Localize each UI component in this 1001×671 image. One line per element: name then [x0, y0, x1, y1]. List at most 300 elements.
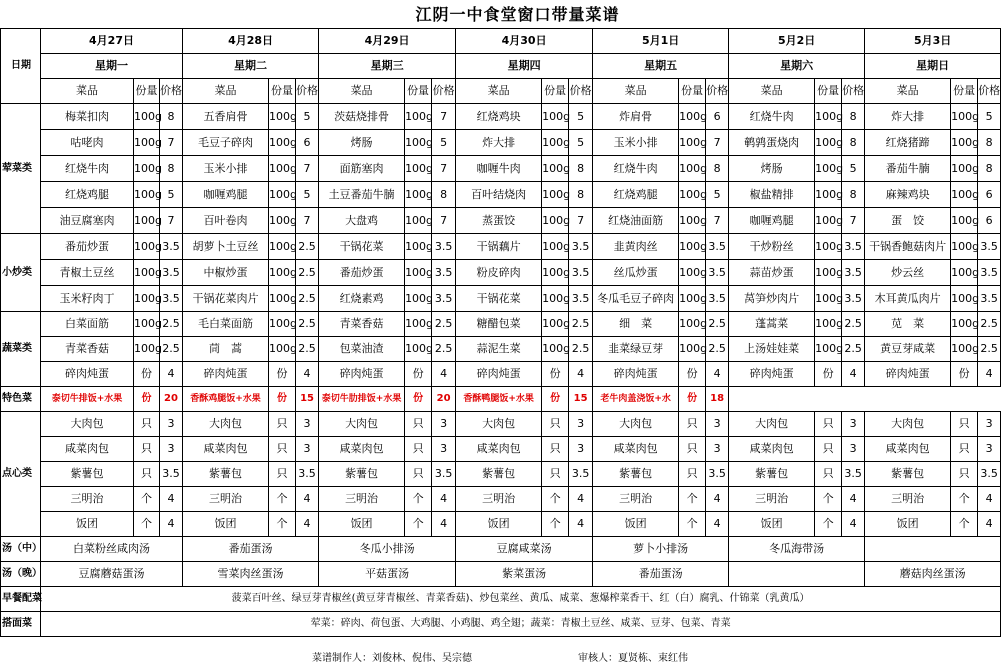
dish-portion: 只	[134, 412, 160, 437]
portion-header: 份量	[815, 79, 842, 104]
dish-price: 3	[842, 412, 865, 437]
special-portion: 份	[679, 387, 706, 412]
dish-price: 4	[978, 512, 1001, 537]
dish-price: 2.5	[569, 312, 593, 337]
table-row	[1, 487, 1001, 512]
dish-name: 鹌鹑蛋烧肉	[729, 130, 815, 156]
day-date: 4月28日	[183, 29, 319, 54]
category-soup_mid: 汤（中）	[1, 537, 41, 562]
table-row	[1, 562, 1001, 587]
dish-price: 3.5	[706, 286, 729, 312]
dish-name: 冬瓜毛豆子碎肉	[593, 286, 679, 312]
dish-portion: 100g	[679, 286, 706, 312]
special-empty	[865, 387, 951, 412]
dish-price: 6	[978, 182, 1001, 208]
dish-price: 4	[978, 362, 1001, 387]
dish-price: 8	[978, 156, 1001, 182]
dish-price: 7	[842, 208, 865, 234]
dish-name: 饭团	[593, 512, 679, 537]
dish-portion: 100g	[269, 182, 296, 208]
dish-price: 5	[569, 104, 593, 130]
dish-name: 碎肉炖蛋	[41, 362, 134, 387]
dish-price: 3.5	[842, 234, 865, 260]
dish-portion: 只	[951, 462, 978, 487]
dish-name: 炒云丝	[865, 260, 951, 286]
dish-portion: 100g	[679, 182, 706, 208]
dish-name: 蒜泥生菜	[456, 337, 542, 362]
dish-name: 百叶结烧肉	[456, 182, 542, 208]
dish-price: 5	[296, 182, 319, 208]
dish-header: 菜品	[865, 79, 951, 104]
dish-portion: 只	[134, 462, 160, 487]
dish-price: 8	[978, 130, 1001, 156]
table-row	[1, 54, 1001, 79]
soup-item: 白菜粉丝咸肉汤	[41, 537, 183, 562]
portion-header: 份量	[951, 79, 978, 104]
dish-price: 3.5	[978, 286, 1001, 312]
category-veg: 蔬菜类	[1, 312, 41, 387]
dish-price: 7	[160, 130, 183, 156]
dish-price: 2.5	[432, 312, 456, 337]
dish-portion: 100g	[134, 182, 160, 208]
dish-portion: 100g	[815, 130, 842, 156]
menu-table	[0, 28, 1001, 637]
table-row	[1, 587, 1001, 612]
dish-price: 3.5	[842, 286, 865, 312]
dish-portion: 100g	[951, 312, 978, 337]
date-label: 日期	[1, 29, 41, 104]
dish-name: 红烧素鸡	[319, 286, 405, 312]
dish-portion: 100g	[815, 104, 842, 130]
dish-price: 2.5	[296, 234, 319, 260]
dish-portion: 只	[679, 412, 706, 437]
dish-price: 5	[978, 104, 1001, 130]
dish-price: 3	[706, 437, 729, 462]
table-row	[1, 537, 1001, 562]
dish-name: 咸菜肉包	[41, 437, 134, 462]
dish-name: 韭菜绿豆芽	[593, 337, 679, 362]
dish-portion: 只	[542, 412, 569, 437]
dish-name: 大肉包	[456, 412, 542, 437]
dish-portion: 只	[679, 437, 706, 462]
dish-price: 4	[569, 512, 593, 537]
dish-name: 饭团	[865, 512, 951, 537]
dish-portion: 只	[951, 437, 978, 462]
dish-portion: 100g	[951, 208, 978, 234]
dish-portion: 100g	[134, 337, 160, 362]
dish-portion: 份	[679, 362, 706, 387]
dish-name: 紫薯包	[593, 462, 679, 487]
dish-name: 三明治	[319, 487, 405, 512]
dish-price: 3	[978, 412, 1001, 437]
category-special: 特色菜	[1, 387, 41, 412]
dish-header: 菜品	[41, 79, 134, 104]
table-row	[1, 412, 1001, 437]
soup-item: 萝卜小排汤	[593, 537, 729, 562]
dish-portion: 100g	[134, 286, 160, 312]
dish-price: 4	[706, 487, 729, 512]
day-weekday: 星期四	[456, 54, 593, 79]
dish-price: 3	[432, 412, 456, 437]
dish-name: 青菜香菇	[319, 312, 405, 337]
dish-name: 大肉包	[319, 412, 405, 437]
dish-portion: 只	[815, 437, 842, 462]
dish-price: 8	[432, 182, 456, 208]
dish-name: 饭团	[319, 512, 405, 537]
dish-name: 五香肩骨	[183, 104, 269, 130]
dish-portion: 只	[269, 462, 296, 487]
dish-name: 毛白菜面筋	[183, 312, 269, 337]
dish-price: 3.5	[706, 234, 729, 260]
dish-portion: 个	[405, 512, 432, 537]
special-price: 15	[296, 387, 319, 412]
dish-portion: 100g	[815, 260, 842, 286]
dish-portion: 个	[134, 512, 160, 537]
dish-price: 3	[432, 437, 456, 462]
page-title: 江阴一中食堂窗口带量菜谱	[415, 5, 620, 24]
dish-price: 5	[432, 130, 456, 156]
dish-portion: 份	[134, 362, 160, 387]
dish-name: 玉米籽肉丁	[41, 286, 134, 312]
soup-item: 紫菜蛋汤	[456, 562, 593, 587]
dish-name: 胡萝卜土豆丝	[183, 234, 269, 260]
dish-name: 梅菜扣肉	[41, 104, 134, 130]
day-date: 4月30日	[456, 29, 593, 54]
day-weekday: 星期三	[319, 54, 456, 79]
special-portion: 份	[542, 387, 569, 412]
dish-name: 咸菜肉包	[593, 437, 679, 462]
dish-portion: 个	[269, 487, 296, 512]
dish-portion: 个	[134, 487, 160, 512]
portion-header: 份量	[134, 79, 160, 104]
portion-header: 份量	[679, 79, 706, 104]
special-empty	[729, 387, 815, 412]
dish-price: 4	[432, 362, 456, 387]
dish-name: 炸肩骨	[593, 104, 679, 130]
dish-price: 2.5	[296, 260, 319, 286]
dish-price: 3.5	[160, 286, 183, 312]
dish-portion: 只	[815, 462, 842, 487]
dish-portion: 100g	[542, 260, 569, 286]
dish-name: 红烧猪蹄	[865, 130, 951, 156]
dish-name: 黄豆芽咸菜	[865, 337, 951, 362]
dish-name: 包菜油渣	[319, 337, 405, 362]
soup-item: 冬瓜小排汤	[319, 537, 456, 562]
day-date: 5月2日	[729, 29, 865, 54]
dish-portion: 100g	[542, 208, 569, 234]
dish-name: 番茄炒蛋	[319, 260, 405, 286]
dish-name: 红烧牛肉	[729, 104, 815, 130]
dish-portion: 100g	[269, 156, 296, 182]
dish-price: 2.5	[978, 312, 1001, 337]
dish-name: 椒盐精排	[729, 182, 815, 208]
dish-name: 番茄牛腩	[865, 156, 951, 182]
dish-price: 5	[160, 182, 183, 208]
dish-price: 6	[296, 130, 319, 156]
dish-name: 干锅花菜肉片	[183, 286, 269, 312]
table-row	[1, 387, 1001, 412]
dish-price: 7	[160, 208, 183, 234]
dish-price: 4	[160, 362, 183, 387]
table-row	[1, 362, 1001, 387]
dish-price: 4	[842, 512, 865, 537]
dish-portion: 100g	[815, 337, 842, 362]
category-noodle: 搭面菜	[1, 612, 41, 637]
dish-price: 3	[978, 437, 1001, 462]
soup-item: 豆腐咸菜汤	[456, 537, 593, 562]
dish-price: 2.5	[842, 337, 865, 362]
dish-portion: 100g	[134, 130, 160, 156]
dish-name: 韭黄肉丝	[593, 234, 679, 260]
dish-name: 苋 菜	[865, 312, 951, 337]
dish-portion: 个	[542, 512, 569, 537]
table-row	[1, 337, 1001, 362]
dish-name: 木耳黄瓜肉片	[865, 286, 951, 312]
dish-name: 三明治	[456, 487, 542, 512]
dish-price: 4	[842, 362, 865, 387]
dish-name: 蛋 饺	[865, 208, 951, 234]
dish-portion: 100g	[542, 182, 569, 208]
dish-name: 三明治	[41, 487, 134, 512]
dish-price: 3.5	[569, 462, 593, 487]
category-soup_eve: 汤（晚）	[1, 562, 41, 587]
dish-portion: 只	[951, 412, 978, 437]
dish-portion: 100g	[269, 104, 296, 130]
soup-item: 雪菜肉丝蛋汤	[183, 562, 319, 587]
dish-price: 2.5	[296, 337, 319, 362]
soup-item: 平菇蛋汤	[319, 562, 456, 587]
dish-price: 8	[842, 130, 865, 156]
dish-header: 菜品	[593, 79, 679, 104]
dish-name: 粉皮碎肉	[456, 260, 542, 286]
dish-price: 3.5	[978, 260, 1001, 286]
dish-portion: 只	[269, 437, 296, 462]
dish-portion: 100g	[405, 156, 432, 182]
dish-price: 7	[296, 156, 319, 182]
dish-portion: 100g	[405, 312, 432, 337]
dish-name: 细 菜	[593, 312, 679, 337]
dish-portion: 100g	[951, 182, 978, 208]
table-row	[1, 260, 1001, 286]
dish-name: 大肉包	[593, 412, 679, 437]
dish-price: 7	[296, 208, 319, 234]
dish-name: 咖喱牛肉	[456, 156, 542, 182]
dish-portion: 100g	[405, 104, 432, 130]
dish-portion: 100g	[542, 234, 569, 260]
table-row	[1, 104, 1001, 130]
category-breakfast: 早餐配菜	[1, 587, 41, 612]
dish-name: 烤肠	[729, 156, 815, 182]
dish-name: 白菜面筋	[41, 312, 134, 337]
dish-price: 3.5	[978, 234, 1001, 260]
dish-price: 7	[706, 130, 729, 156]
day-date: 4月27日	[41, 29, 183, 54]
dish-portion: 个	[269, 512, 296, 537]
dish-price: 4	[160, 512, 183, 537]
price-header: 价格	[569, 79, 593, 104]
dish-portion: 100g	[542, 156, 569, 182]
dish-name: 饭团	[183, 512, 269, 537]
dish-name: 紫薯包	[865, 462, 951, 487]
dish-portion: 100g	[815, 286, 842, 312]
dish-portion: 100g	[134, 234, 160, 260]
dish-name: 番茄炒蛋	[41, 234, 134, 260]
dish-portion: 个	[951, 487, 978, 512]
dish-portion: 100g	[405, 130, 432, 156]
dish-name: 饭团	[41, 512, 134, 537]
dish-price: 3.5	[978, 462, 1001, 487]
dish-portion: 份	[269, 362, 296, 387]
special-dish: 香酥鸡腿饭+水果	[183, 387, 269, 412]
dish-portion: 100g	[679, 337, 706, 362]
special-portion: 份	[269, 387, 296, 412]
special-dish: 泰切牛排饭+水果	[41, 387, 134, 412]
portion-header: 份量	[542, 79, 569, 104]
dish-portion: 只	[405, 412, 432, 437]
dish-name: 干锅藕片	[456, 234, 542, 260]
dish-name: 碎肉炖蛋	[865, 362, 951, 387]
dish-portion: 100g	[951, 156, 978, 182]
dish-portion: 100g	[134, 104, 160, 130]
dish-name: 饭团	[729, 512, 815, 537]
dish-portion: 只	[269, 412, 296, 437]
dish-name: 红烧油面筋	[593, 208, 679, 234]
dish-portion: 个	[951, 512, 978, 537]
price-header: 价格	[160, 79, 183, 104]
dish-portion: 100g	[405, 260, 432, 286]
dish-price: 2.5	[160, 337, 183, 362]
dish-price: 8	[706, 156, 729, 182]
dish-price: 4	[432, 512, 456, 537]
table-row	[1, 234, 1001, 260]
soup-item: 冬瓜海带汤	[729, 537, 865, 562]
dish-name: 碎肉炖蛋	[593, 362, 679, 387]
dish-portion: 100g	[679, 260, 706, 286]
price-header: 价格	[432, 79, 456, 104]
dish-portion: 100g	[951, 130, 978, 156]
special-empty	[842, 387, 865, 412]
dish-portion: 100g	[951, 260, 978, 286]
dish-name: 红烧牛肉	[593, 156, 679, 182]
dish-portion: 份	[405, 362, 432, 387]
dish-portion: 100g	[815, 156, 842, 182]
dish-name: 土豆番茄牛腩	[319, 182, 405, 208]
dish-name: 三明治	[729, 487, 815, 512]
dish-portion: 100g	[951, 104, 978, 130]
table-row	[1, 208, 1001, 234]
dish-price: 7	[706, 208, 729, 234]
dish-portion: 只	[542, 462, 569, 487]
dish-price: 5	[296, 104, 319, 130]
special-portion: 份	[134, 387, 160, 412]
dish-name: 红烧牛肉	[41, 156, 134, 182]
dish-name: 碎肉炖蛋	[456, 362, 542, 387]
dish-price: 3	[160, 437, 183, 462]
table-row	[1, 29, 1001, 54]
dish-portion: 100g	[405, 182, 432, 208]
dish-price: 4	[842, 487, 865, 512]
special-empty	[978, 387, 1001, 412]
dish-name: 中椒炒蛋	[183, 260, 269, 286]
soup-item: 蘑菇肉丝蛋汤	[865, 562, 1001, 587]
day-weekday: 星期一	[41, 54, 183, 79]
dish-price: 2.5	[978, 337, 1001, 362]
dish-name: 红烧鸡腿	[593, 182, 679, 208]
dish-price: 7	[432, 104, 456, 130]
dish-portion: 100g	[134, 208, 160, 234]
dish-price: 4	[296, 487, 319, 512]
dish-price: 4	[978, 487, 1001, 512]
dish-price: 6	[706, 104, 729, 130]
dish-name: 玉米小排	[593, 130, 679, 156]
dish-name: 蒸蛋饺	[456, 208, 542, 234]
dish-portion: 100g	[405, 234, 432, 260]
dish-portion: 个	[815, 487, 842, 512]
dish-name: 毛豆子碎肉	[183, 130, 269, 156]
dish-name: 油豆腐塞肉	[41, 208, 134, 234]
dish-portion: 只	[815, 412, 842, 437]
dish-price: 2.5	[432, 337, 456, 362]
dish-portion: 100g	[542, 312, 569, 337]
dish-price: 3.5	[432, 260, 456, 286]
dish-name: 干炒粉丝	[729, 234, 815, 260]
dish-name: 糖醋包菜	[456, 312, 542, 337]
day-weekday: 星期六	[729, 54, 865, 79]
dish-name: 大肉包	[41, 412, 134, 437]
dish-name: 麻辣鸡块	[865, 182, 951, 208]
dish-price: 3.5	[569, 260, 593, 286]
portion-header: 份量	[269, 79, 296, 104]
dish-portion: 100g	[269, 260, 296, 286]
dish-price: 8	[842, 104, 865, 130]
day-weekday: 星期日	[865, 54, 1001, 79]
day-date: 5月3日	[865, 29, 1001, 54]
dish-name: 茨菇烧排骨	[319, 104, 405, 130]
portion-header: 份量	[405, 79, 432, 104]
dish-name: 碎肉炖蛋	[319, 362, 405, 387]
dish-price: 3.5	[432, 286, 456, 312]
table-row	[1, 79, 1001, 104]
dish-name: 咸菜肉包	[456, 437, 542, 462]
dish-name: 紫薯包	[456, 462, 542, 487]
dish-portion: 100g	[134, 260, 160, 286]
dish-header: 菜品	[319, 79, 405, 104]
dish-price: 8	[569, 182, 593, 208]
dish-price: 3.5	[160, 462, 183, 487]
dish-price: 3.5	[432, 462, 456, 487]
dish-name: 大盘鸡	[319, 208, 405, 234]
dish-name: 大肉包	[729, 412, 815, 437]
dish-price: 5	[569, 130, 593, 156]
dish-name: 大肉包	[183, 412, 269, 437]
day-date: 5月1日	[593, 29, 729, 54]
dish-portion: 100g	[951, 337, 978, 362]
dish-price: 3.5	[842, 462, 865, 487]
dish-price: 3.5	[432, 234, 456, 260]
dish-price: 3.5	[569, 286, 593, 312]
dish-portion: 只	[405, 462, 432, 487]
dish-portion: 只	[679, 462, 706, 487]
dish-name: 咸菜肉包	[319, 437, 405, 462]
day-weekday: 星期五	[593, 54, 729, 79]
dish-portion: 个	[542, 487, 569, 512]
dish-price: 3.5	[160, 234, 183, 260]
soup-item	[865, 537, 1001, 562]
dish-price: 2.5	[296, 312, 319, 337]
noodle-toppings: 荤菜：碎肉、荷包蛋、大鸡腿、小鸡腿、鸡全翅；蔬菜：青椒土豆丝、咸菜、豆芽、包菜、青菜	[41, 612, 1001, 637]
dish-portion: 100g	[405, 208, 432, 234]
dish-price: 4	[160, 487, 183, 512]
